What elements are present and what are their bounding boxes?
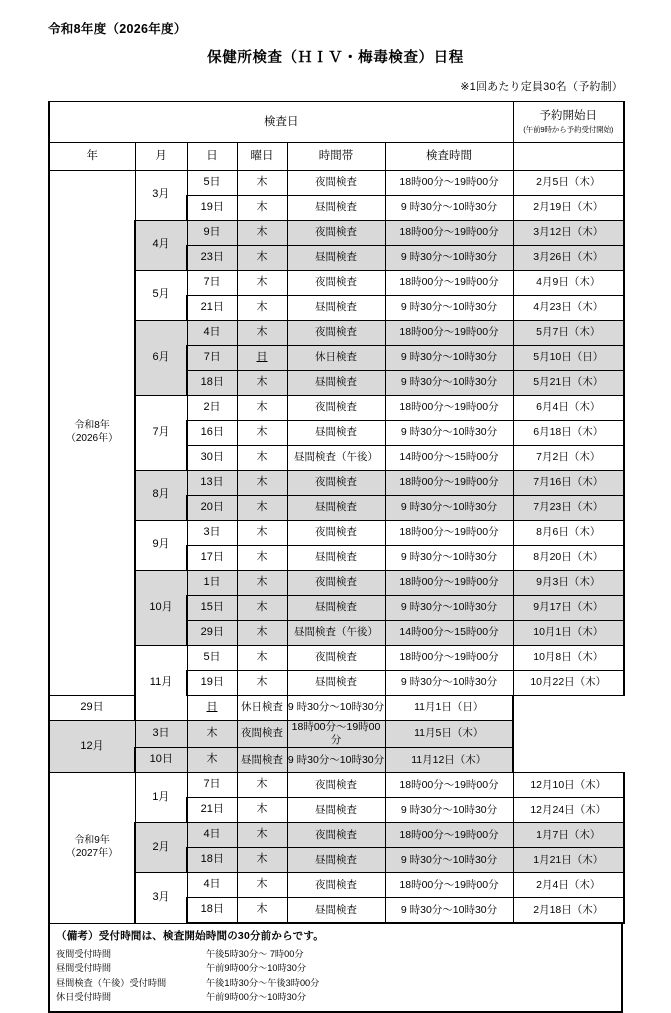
- time-slot-cell: 昼間検査: [287, 898, 385, 924]
- table-row: [49, 773, 624, 798]
- exam-time-cell: 18時00分～19時00分: [385, 170, 513, 195]
- day-of-week-cell: 木: [237, 595, 287, 620]
- header-reservation-blank: [513, 142, 624, 170]
- exam-day-cell: 7日: [187, 270, 237, 295]
- time-slot-cell: 昼間検査（午後）: [287, 445, 385, 470]
- month-cell: 10月: [135, 570, 187, 645]
- time-slot-cell: 夜間検査: [287, 470, 385, 495]
- time-slot-cell: 昼間検査: [287, 370, 385, 395]
- exam-time-cell: 9 時30分～10時30分: [385, 848, 513, 873]
- table-row: [49, 570, 624, 595]
- month-cell: 2月: [135, 823, 187, 873]
- month-cell: 4月: [135, 220, 187, 270]
- day-of-week-cell: 木: [187, 748, 237, 773]
- exam-day-cell: 18日: [187, 898, 237, 924]
- reservation-start-cell: 12月10日（木）: [513, 773, 624, 798]
- time-slot-cell: 夜間検査: [287, 823, 385, 848]
- note-row: [56, 976, 615, 990]
- month-cell: 11月: [135, 645, 187, 720]
- table-row: [49, 720, 624, 747]
- reservation-start-cell: 11月5日（木）: [385, 720, 513, 747]
- exam-schedule-table: [48, 101, 625, 924]
- header-day: 日: [187, 142, 237, 170]
- exam-time-cell: 18時00分～19時00分: [385, 470, 513, 495]
- exam-day-cell: 29日: [187, 620, 237, 645]
- month-cell: 1月: [135, 773, 187, 823]
- exam-time-cell: 14時00分～15時00分: [385, 620, 513, 645]
- day-of-week-cell: 木: [237, 898, 287, 924]
- header-reservation-main: 予約開始日: [539, 109, 597, 122]
- time-slot-cell: 夜間検査: [287, 170, 385, 195]
- notes-list: [56, 947, 615, 1004]
- reservation-start-cell: 6月4日（木）: [513, 395, 624, 420]
- day-of-week-cell: 木: [187, 720, 237, 747]
- day-of-week-cell: 木: [237, 470, 287, 495]
- exam-day-cell: 10日: [135, 748, 187, 773]
- time-slot-cell: 昼間検査: [237, 748, 287, 773]
- day-of-week-cell: 木: [237, 620, 287, 645]
- exam-day-cell: 18日: [187, 370, 237, 395]
- reservation-start-cell: 10月8日（木）: [513, 645, 624, 670]
- sunday-marker: 日: [206, 700, 218, 713]
- year-label-era: 令和9年: [74, 835, 110, 847]
- reservation-start-cell: 9月17日（木）: [513, 595, 624, 620]
- exam-time-cell: 18時00分～19時00分: [385, 520, 513, 545]
- notes-title: （備考）受付時間は、検査開始時間の30分前からです。: [56, 930, 324, 943]
- reservation-start-cell: 5月10日（日）: [513, 345, 624, 370]
- reservation-start-cell: 7月2日（木）: [513, 445, 624, 470]
- day-of-week-cell: 木: [237, 420, 287, 445]
- exam-day-cell: 20日: [187, 495, 237, 520]
- table-header: [49, 101, 624, 170]
- exam-day-cell: 5日: [187, 645, 237, 670]
- exam-time-cell: 9 時30分～10時30分: [385, 245, 513, 270]
- year-label-western: （2026年）: [65, 432, 119, 444]
- table-row: [49, 748, 624, 773]
- exam-time-cell: 18時00分～19時00分: [385, 773, 513, 798]
- notes-box: [48, 924, 623, 1013]
- table-column-header-row: [49, 142, 624, 170]
- year-cell: [49, 773, 135, 924]
- day-of-week-cell: 木: [237, 798, 287, 823]
- exam-time-cell: 9 時30分～10時30分: [385, 670, 513, 695]
- exam-time-cell: 9 時30分～10時30分: [385, 545, 513, 570]
- reservation-start-cell: 5月21日（木）: [513, 370, 624, 395]
- month-cell: 3月: [135, 170, 187, 220]
- reservation-start-cell: 7月23日（木）: [513, 495, 624, 520]
- time-slot-cell: 夜間検査: [287, 773, 385, 798]
- exam-day-cell: 17日: [187, 545, 237, 570]
- time-slot-cell: 夜間検査: [287, 645, 385, 670]
- year-label-era: 令和8年: [74, 420, 110, 432]
- day-of-week-cell: 木: [237, 520, 287, 545]
- time-slot-cell: 昼間検査: [287, 545, 385, 570]
- time-slot-cell: 昼間検査: [287, 295, 385, 320]
- exam-time-cell: 18時00分～19時00分: [385, 823, 513, 848]
- year-label-western: （2027年）: [65, 847, 119, 859]
- exam-time-cell: 18時00分～19時00分: [385, 645, 513, 670]
- table-row: [49, 470, 624, 495]
- exam-day-cell: 18日: [187, 848, 237, 873]
- day-of-week-cell: 木: [237, 645, 287, 670]
- exam-day-cell: 29日: [49, 695, 135, 720]
- reservation-start-cell: 4月23日（木）: [513, 295, 624, 320]
- time-slot-cell: 昼間検査: [287, 495, 385, 520]
- exam-day-cell: 30日: [187, 445, 237, 470]
- time-slot-cell: 夜間検査: [287, 520, 385, 545]
- day-of-week-cell: [187, 695, 237, 720]
- header-reservation-group: [513, 101, 624, 142]
- exam-time-cell: 9 時30分～10時30分: [385, 495, 513, 520]
- note-label: 夜間受付時間: [56, 949, 112, 960]
- reservation-start-cell: 1月7日（木）: [513, 823, 624, 848]
- day-of-week-cell: 木: [237, 195, 287, 220]
- month-cell: 3月: [135, 873, 187, 924]
- reservation-start-cell: 11月12日（木）: [385, 748, 513, 773]
- reservation-start-cell: 1月21日（木）: [513, 848, 624, 873]
- sunday-marker: 日: [256, 350, 268, 363]
- day-of-week-cell: 木: [237, 395, 287, 420]
- page-title: 保健所検査（ＨＩＶ・梅毒検査）日程: [207, 50, 464, 66]
- day-of-week-cell: 木: [237, 848, 287, 873]
- year-cell: [49, 170, 135, 695]
- day-of-week-cell: 木: [237, 773, 287, 798]
- time-slot-cell: 夜間検査: [287, 570, 385, 595]
- header-exam-date-group: 検査日: [49, 101, 513, 142]
- header-month: 月: [135, 142, 187, 170]
- header-exam-time: 検査時間: [385, 142, 513, 170]
- reservation-start-cell: 3月12日（木）: [513, 220, 624, 245]
- exam-time-cell: 18時00分～19時00分: [385, 270, 513, 295]
- note-label: 昼間受付時間: [56, 963, 112, 974]
- exam-time-cell: 18時00分～19時00分: [385, 570, 513, 595]
- time-slot-cell: 夜間検査: [287, 395, 385, 420]
- table-row: [49, 823, 624, 848]
- reservation-start-cell: 9月3日（木）: [513, 570, 624, 595]
- day-of-week-cell: 木: [237, 220, 287, 245]
- day-of-week-cell: 木: [237, 295, 287, 320]
- day-of-week-cell: 木: [237, 170, 287, 195]
- month-cell: 12月: [49, 720, 135, 772]
- time-slot-cell: 昼間検査: [287, 420, 385, 445]
- day-of-week-cell: 木: [237, 370, 287, 395]
- reservation-start-cell: 7月16日（木）: [513, 470, 624, 495]
- time-slot-cell: 昼間検査（午後）: [287, 620, 385, 645]
- reservation-start-cell: 5月7日（木）: [513, 320, 624, 345]
- table-row: [49, 645, 624, 670]
- header-reservation-sub: (午前9時から予約受付開始): [523, 125, 614, 135]
- note-value: 午後1時30分～午後3時00分: [206, 977, 320, 988]
- time-slot-cell: 昼間検査: [287, 195, 385, 220]
- table-row: [49, 220, 624, 245]
- table-row: [49, 170, 624, 195]
- exam-time-cell: 18時00分～19時00分: [287, 720, 385, 747]
- exam-time-cell: 9 時30分～10時30分: [385, 345, 513, 370]
- table-row: [49, 873, 624, 898]
- reservation-start-cell: 2月18日（木）: [513, 898, 624, 924]
- time-slot-cell: 昼間検査: [287, 245, 385, 270]
- table-row: [49, 270, 624, 295]
- reservation-start-cell: 8月20日（木）: [513, 545, 624, 570]
- capacity-note: ※1回あたり定員30名（予約制）: [460, 80, 623, 93]
- exam-day-cell: 5日: [187, 170, 237, 195]
- reservation-start-cell: 4月9日（木）: [513, 270, 624, 295]
- note-label: 休日受付時間: [56, 991, 112, 1002]
- exam-day-cell: 23日: [187, 245, 237, 270]
- exam-time-cell: 9 時30分～10時30分: [385, 295, 513, 320]
- table-row: [49, 395, 624, 420]
- month-cell: 7月: [135, 395, 187, 470]
- exam-time-cell: 9 時30分～10時30分: [385, 370, 513, 395]
- reservation-start-cell: 2月5日（木）: [513, 170, 624, 195]
- table-body: [49, 170, 624, 923]
- day-of-week-cell: 木: [237, 445, 287, 470]
- exam-day-cell: 4日: [187, 823, 237, 848]
- reservation-start-cell: 10月22日（木）: [513, 670, 624, 695]
- table-row: [49, 320, 624, 345]
- reservation-start-cell: 12月24日（木）: [513, 798, 624, 823]
- exam-time-cell: 9 時30分～10時30分: [385, 595, 513, 620]
- note-value: 午後5時30分～ 7時00分: [206, 949, 304, 960]
- exam-time-cell: 14時00分～15時00分: [385, 445, 513, 470]
- reservation-start-cell: 8月6日（木）: [513, 520, 624, 545]
- time-slot-cell: 夜間検査: [287, 270, 385, 295]
- exam-time-cell: 18時00分～19時00分: [385, 220, 513, 245]
- time-slot-cell: 休日検査: [237, 695, 287, 720]
- time-slot-cell: 昼間検査: [287, 798, 385, 823]
- day-of-week-cell: [237, 345, 287, 370]
- time-slot-cell: 昼間検査: [287, 595, 385, 620]
- day-of-week-cell: 木: [237, 545, 287, 570]
- note-label: 昼間検査（午後）受付時間: [56, 977, 167, 988]
- note-row: [56, 961, 615, 975]
- day-of-week-cell: 木: [237, 570, 287, 595]
- time-slot-cell: 夜間検査: [237, 720, 287, 747]
- exam-time-cell: 9 時30分～10時30分: [385, 898, 513, 924]
- header-year: 年: [49, 142, 135, 170]
- exam-time-cell: 18時00分～19時00分: [385, 320, 513, 345]
- time-slot-cell: 夜間検査: [287, 873, 385, 898]
- note-value: 午前9時00分～10時30分: [206, 963, 307, 974]
- day-of-week-cell: 木: [237, 823, 287, 848]
- reservation-start-cell: 11月1日（日）: [385, 695, 513, 720]
- exam-time-cell: 9 時30分～10時30分: [385, 195, 513, 220]
- exam-day-cell: 21日: [187, 295, 237, 320]
- reservation-start-cell: 6月18日（木）: [513, 420, 624, 445]
- exam-day-cell: 7日: [187, 345, 237, 370]
- time-slot-cell: 昼間検査: [287, 670, 385, 695]
- exam-time-cell: 9 時30分～10時30分: [385, 420, 513, 445]
- header-slot: 時間帯: [287, 142, 385, 170]
- exam-time-cell: 9 時30分～10時30分: [385, 798, 513, 823]
- day-of-week-cell: 木: [237, 245, 287, 270]
- exam-day-cell: 3日: [135, 720, 187, 747]
- day-of-week-cell: 木: [237, 670, 287, 695]
- exam-day-cell: 4日: [187, 873, 237, 898]
- exam-time-cell: 18時00分～19時00分: [385, 873, 513, 898]
- exam-time-cell: 9 時30分～10時30分: [287, 748, 385, 773]
- reservation-start-cell: 10月1日（木）: [513, 620, 624, 645]
- day-of-week-cell: 木: [237, 873, 287, 898]
- reservation-start-cell: 2月19日（木）: [513, 195, 624, 220]
- exam-day-cell: 9日: [187, 220, 237, 245]
- exam-day-cell: 21日: [187, 798, 237, 823]
- reservation-start-cell: 2月4日（木）: [513, 873, 624, 898]
- fiscal-year-label: 令和8年度（2026年度）: [48, 22, 187, 36]
- note-row: [56, 990, 615, 1004]
- note-value: 午前9時00分～10時30分: [206, 991, 307, 1002]
- month-cell: 9月: [135, 520, 187, 570]
- exam-day-cell: 16日: [187, 420, 237, 445]
- exam-day-cell: 1日: [187, 570, 237, 595]
- day-of-week-cell: 木: [237, 270, 287, 295]
- exam-day-cell: 7日: [187, 773, 237, 798]
- header-dow: 曜日: [237, 142, 287, 170]
- month-cell: 8月: [135, 470, 187, 520]
- exam-day-cell: 19日: [187, 195, 237, 220]
- exam-day-cell: 3日: [187, 520, 237, 545]
- exam-day-cell: 19日: [187, 670, 237, 695]
- time-slot-cell: 夜間検査: [287, 320, 385, 345]
- time-slot-cell: 夜間検査: [287, 220, 385, 245]
- time-slot-cell: 休日検査: [287, 345, 385, 370]
- month-cell: 6月: [135, 320, 187, 395]
- note-row: [56, 947, 615, 961]
- exam-time-cell: 9 時30分～10時30分: [287, 695, 385, 720]
- exam-day-cell: 13日: [187, 470, 237, 495]
- exam-time-cell: 18時00分～19時00分: [385, 395, 513, 420]
- exam-day-cell: 2日: [187, 395, 237, 420]
- table-row: [49, 520, 624, 545]
- day-of-week-cell: 木: [237, 320, 287, 345]
- exam-day-cell: 4日: [187, 320, 237, 345]
- time-slot-cell: 昼間検査: [287, 848, 385, 873]
- exam-day-cell: 15日: [187, 595, 237, 620]
- reservation-start-cell: 3月26日（木）: [513, 245, 624, 270]
- table-header-group-row: [49, 101, 624, 142]
- month-cell: 5月: [135, 270, 187, 320]
- day-of-week-cell: 木: [237, 495, 287, 520]
